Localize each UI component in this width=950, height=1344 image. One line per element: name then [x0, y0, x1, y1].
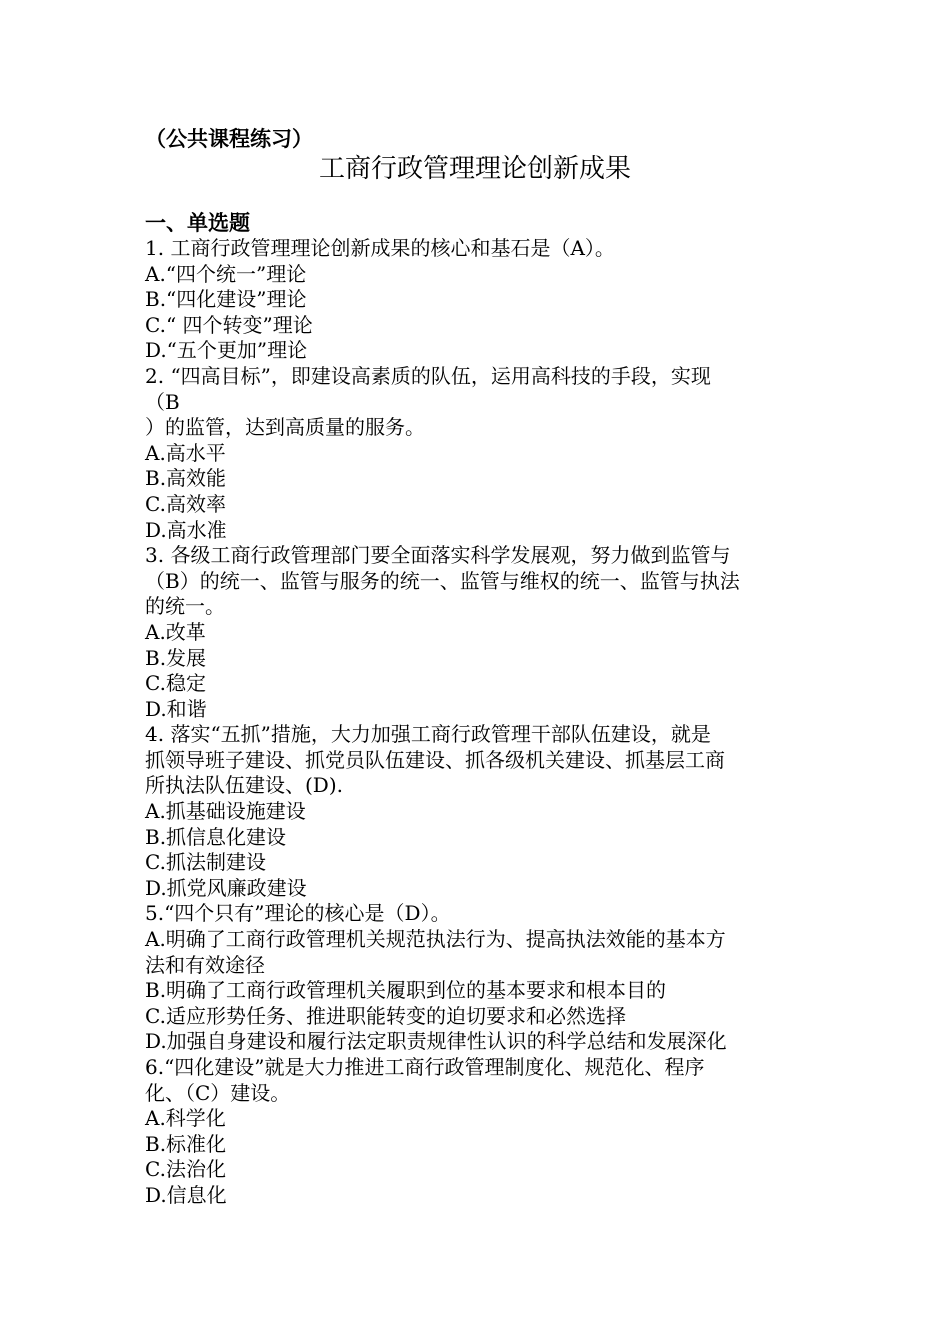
- question-5-option-a: A.明确了工商行政管理机关规范执法行为、提高执法效能的基本方: [145, 927, 726, 952]
- question-4-stem-cont: 抓领导班子建设、抓党员队伍建设、抓各级机关建设、抓基层工商: [145, 747, 725, 772]
- question-1-stem: 1. 工商行政管理理论创新成果的核心和基石是（A）。: [145, 236, 615, 260]
- question-4-option-c: C.抓法制建设: [145, 850, 266, 875]
- question-6-stem: 6.“四化建设”就是大力推进工商行政管理制度化、规范化、程序: [145, 1055, 705, 1079]
- question-1-option-a: A.“四个统一”理论: [145, 261, 307, 286]
- question-3-option-a: A.改革: [145, 619, 206, 644]
- question-5-option-a-cont: 法和有效途径: [145, 952, 265, 977]
- question-2-stem-cont: ）的监管，达到高质量的服务。: [145, 415, 425, 440]
- question-4-option-d: D.抓党风廉政建设: [145, 875, 307, 900]
- question-4-option-a: A.抓基础设施建设: [145, 799, 306, 824]
- question-2-option-a: A.高水平: [145, 440, 226, 465]
- question-6-option-c: C.法治化: [145, 1157, 226, 1182]
- question-6-option-a: A.科学化: [145, 1106, 226, 1131]
- question-6-option-b: B.标准化: [145, 1131, 227, 1156]
- question-4-stem-cont: 所执法队伍建设、(D).: [145, 773, 343, 798]
- question-6-stem-cont: 化、（C）建设。: [145, 1080, 291, 1105]
- document-title: 工商行政管理理论创新成果: [318, 154, 631, 184]
- question-1-option-c: C.“ 四个转变”理论: [145, 312, 313, 337]
- course-tag: （公共课程练习）: [145, 127, 313, 151]
- question-2-stem: 2. “四高目标”，即建设高素质的队伍，运用高科技的手段，实现: [145, 363, 711, 388]
- question-1-option-d: D.“五个更加”理论: [145, 338, 308, 363]
- question-1-option-b: B.“四化建设”理论: [145, 287, 307, 312]
- question-3-option-b: B.发展: [145, 645, 207, 670]
- question-4-option-b: B.抓信息化建设: [145, 824, 287, 849]
- question-3-stem-cont: 的统一。: [145, 594, 225, 619]
- question-list: [145, 236, 810, 1209]
- question-2-option-b: B.高效能: [145, 466, 227, 491]
- question-5-option-d: D.加强自身建设和履行法定职责规律性认识的科学总结和发展深化: [145, 1029, 727, 1054]
- question-3-stem-cont: （B）的统一、监管与服务的统一、监管与维权的统一、监管与执法: [145, 568, 740, 593]
- question-5-option-b: B.明确了工商行政管理机关履职到位的基本要求和根本目的: [145, 978, 667, 1003]
- section-heading: 一、单选题: [145, 211, 250, 235]
- question-3-option-c: C.稳定: [145, 671, 206, 696]
- question-6-option-d: D.信息化: [145, 1182, 227, 1207]
- question-5-stem: 5.“四个只有”理论的核心是（D）。: [145, 901, 451, 926]
- question-2-option-d: D.高水准: [145, 517, 227, 542]
- question-3-option-d: D.和谐: [145, 696, 207, 721]
- question-2-stem-cont: （B: [145, 389, 180, 414]
- question-4-stem: 4. 落实“五抓”措施，大力加强工商行政管理干部队伍建设，就是: [145, 722, 711, 747]
- question-3-stem: 3. 各级工商行政管理部门要全面落实科学发展观，努力做到监管与: [145, 543, 731, 568]
- question-5-option-c: C.适应形势任务、推进职能转变的迫切要求和必然选择: [145, 1003, 626, 1028]
- question-2-option-c: C.高效率: [145, 491, 226, 516]
